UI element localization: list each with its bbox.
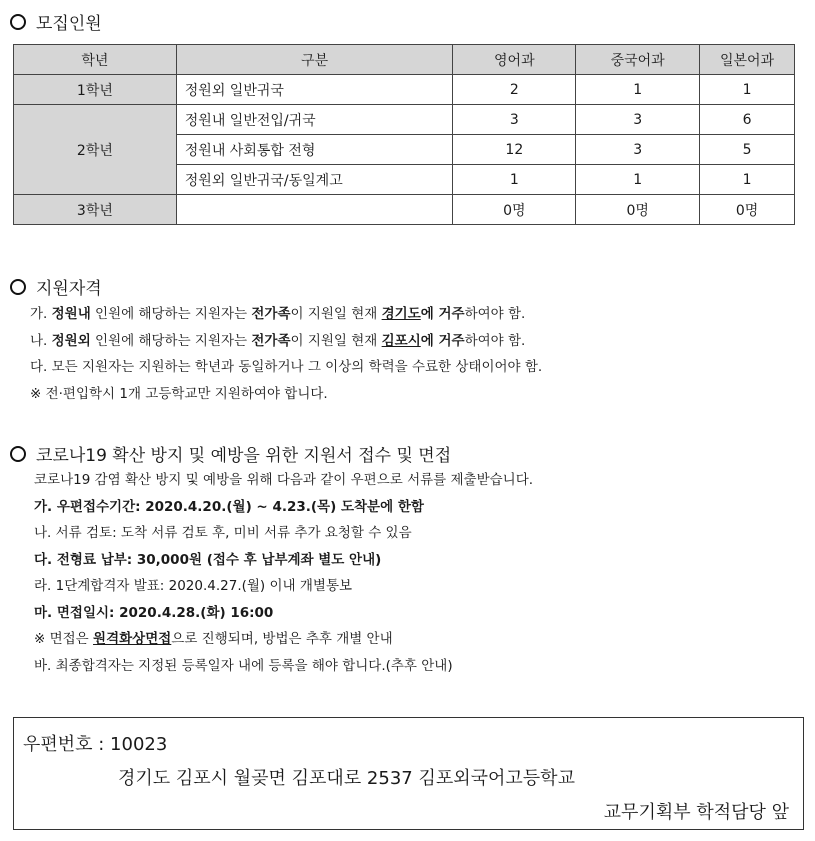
chinese-count: 1 [576, 165, 700, 195]
address-line: 경기도 김포시 월곶면 김포대로 2537 김포외국어고등학교 [118, 768, 575, 789]
interview-note: ※ 면접은 원격화상면접으로 진행되며, 방법은 추후 개별 안내 [34, 631, 393, 647]
english-count: 12 [453, 135, 576, 165]
header-japanese: 일본어과 [700, 45, 795, 75]
header-grade: 학년 [14, 45, 177, 75]
japanese-count: 5 [700, 135, 795, 165]
header-category: 구분 [176, 45, 453, 75]
interview-datetime: 마. 면접일시: 2020.4.28.(화) 16:00 [34, 604, 274, 621]
recipient-line: 교무기획부 학적담당 앞 [603, 802, 789, 823]
category-cell [176, 195, 453, 225]
header-english: 영어과 [453, 45, 576, 75]
fee-payment: 다. 전형료 납부: 30,000원 (접수 후 납부계좌 별도 안내) [34, 551, 382, 568]
final-registration: 바. 최종합격자는 지정된 등록일자 내에 등록을 해야 합니다.(추후 안내) [34, 657, 453, 674]
mail-period: 가. 우편접수기간: 2020.4.20.(월) ~ 4.23.(목) 도착분에 한함 [34, 498, 424, 515]
circle-bullet-icon [10, 279, 26, 295]
english-count: 0명 [453, 195, 576, 225]
qualification-item-ga: 가. 정원내 인원에 해당하는 지원자는 전가족이 지원일 현재 경기도에 거주하여야 함. [30, 306, 526, 322]
section-recruitment-title: 모집인원 [10, 9, 102, 34]
table-row [14, 105, 795, 135]
table-row [14, 75, 795, 105]
qualification-list [30, 301, 542, 407]
qualification-item-da: 다. 모든 지원자는 지원하는 학년과 동일하거나 그 이상의 학력을 수료한 상태이어야 함. [30, 359, 543, 375]
category-cell: 정원내 일반전입/귀국 [176, 105, 453, 135]
section-qualification-title: 지원자격 [10, 274, 102, 299]
japanese-count: 1 [700, 75, 795, 105]
covid-procedure-list [34, 467, 533, 679]
english-count: 1 [453, 165, 576, 195]
category-cell: 정원내 사회통합 전형 [176, 135, 453, 165]
chinese-count: 0명 [576, 195, 700, 225]
mailing-address-box [13, 717, 804, 830]
table-header-row [14, 45, 795, 75]
grade-cell: 3학년 [14, 195, 177, 225]
grade-cell: 2학년 [14, 105, 177, 195]
postal-code: 우편번호 : 10023 [23, 734, 168, 755]
chinese-count: 3 [576, 135, 700, 165]
covid-intro: 코로나19 감염 확산 방지 및 예방을 위해 다음과 같이 우편으로 서류를 제출받습니다. [34, 472, 534, 488]
english-count: 3 [453, 105, 576, 135]
chinese-count: 3 [576, 105, 700, 135]
circle-bullet-icon [10, 14, 26, 30]
table-row [14, 195, 795, 225]
circle-bullet-icon [10, 446, 26, 462]
first-stage-announcement: 라. 1단계합격자 발표: 2020.4.27.(월) 이내 개별통보 [34, 578, 353, 594]
category-cell: 정원외 일반귀국/동일계고 [176, 165, 453, 195]
qualification-item-na: 나. 정원외 인원에 해당하는 지원자는 전가족이 지원일 현재 김포시에 거주하여야 함. [30, 332, 526, 349]
chinese-count: 1 [576, 75, 700, 105]
category-cell: 정원외 일반귀국 [176, 75, 453, 105]
english-count: 2 [453, 75, 576, 105]
japanese-count: 6 [700, 105, 795, 135]
recruitment-table [13, 44, 795, 225]
japanese-count: 1 [700, 165, 795, 195]
grade-cell: 1학년 [14, 75, 177, 105]
japanese-count: 0명 [700, 195, 795, 225]
document-review: 나. 서류 검토: 도착 서류 검토 후, 미비 서류 추가 요청할 수 있음 [34, 525, 412, 541]
header-chinese: 중국어과 [576, 45, 700, 75]
section-covid-title: 코로나19 확산 방지 및 예방을 위한 지원서 접수 및 면접 [10, 441, 451, 466]
qualification-note: ※ 전·편입학시 1개 고등학교만 지원하여야 합니다. [30, 385, 328, 402]
